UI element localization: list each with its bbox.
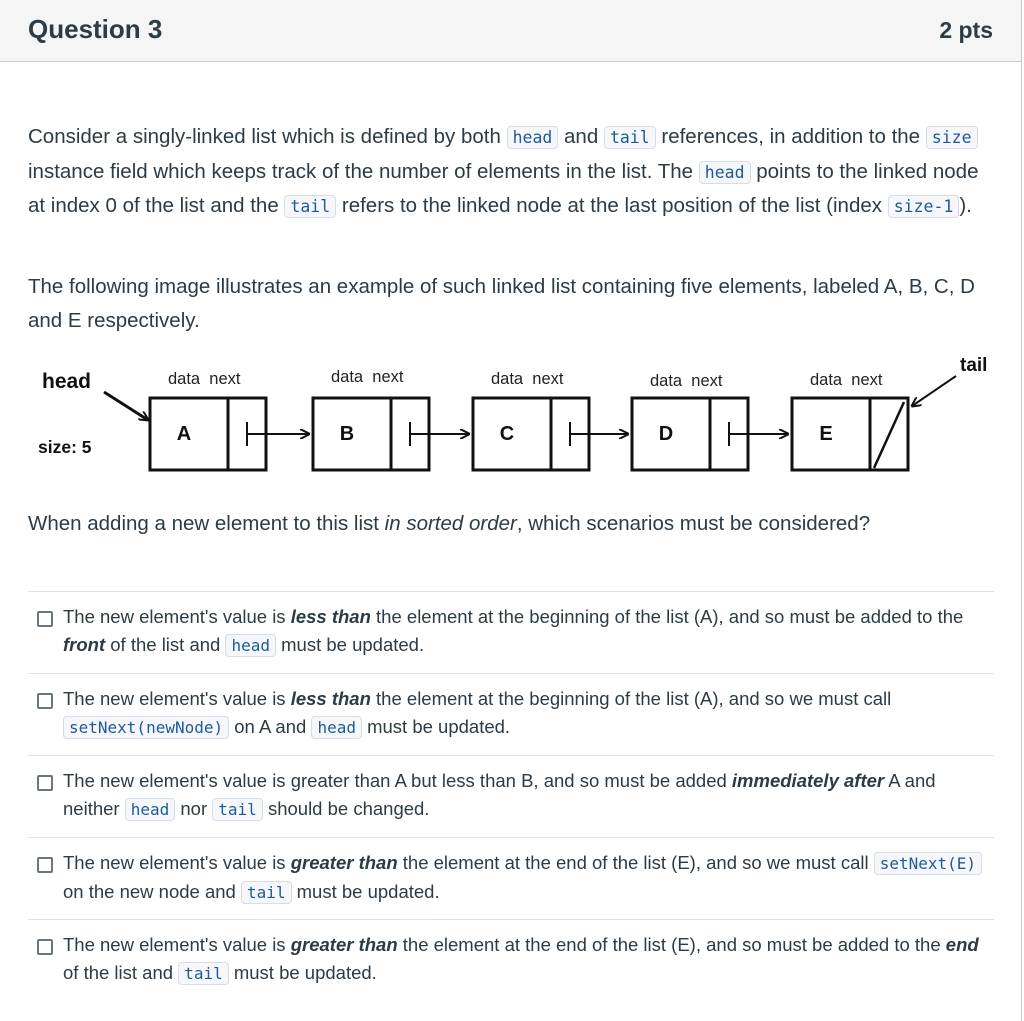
text-run: refers to the linked node at the last position of the list (index: [336, 194, 888, 217]
node-field-labels: [810, 371, 882, 390]
answer-option-1[interactable]: [28, 591, 994, 673]
data-field-label: data: [650, 372, 683, 390]
code-head: head: [225, 634, 276, 657]
text-run: must be updated.: [228, 962, 377, 983]
next-field-label: next: [851, 371, 883, 389]
text-run: must be updated.: [291, 881, 440, 902]
answer-text[interactable]: [63, 603, 993, 660]
text-run: and: [558, 125, 604, 148]
answer-checkbox[interactable]: [37, 857, 53, 873]
data-field-label: data: [331, 368, 364, 386]
emphasis-text: less than: [290, 606, 371, 627]
text-run: the element at the end of the list (E), and so we must call: [397, 852, 874, 873]
text-run: on the new node and: [63, 881, 241, 902]
tail-label: tail: [960, 355, 988, 376]
node-value: A: [176, 423, 192, 445]
code-head: head: [699, 161, 751, 184]
node-field-labels: [491, 370, 563, 389]
text-run: of the list and: [105, 634, 226, 655]
emphasis-text: greater than: [290, 852, 398, 873]
code-head: head: [125, 798, 176, 821]
text-run: The new element's value is: [63, 934, 291, 955]
size-label: size: 5: [38, 437, 92, 457]
question-points: 2 pts: [939, 17, 993, 43]
emphasis-text: greater than: [290, 934, 398, 955]
answer-option-2[interactable]: [28, 673, 994, 755]
emphasis-text: in sorted order: [384, 512, 517, 535]
text-run: instance field which keeps track of the number of elements in the list. The: [28, 159, 699, 183]
text-run: must be updated.: [361, 716, 511, 737]
answer-checkbox[interactable]: [37, 611, 53, 627]
emphasis-text: immediately after: [731, 770, 885, 791]
data-field-label: data: [491, 370, 524, 388]
emphasis-text: front: [63, 634, 106, 655]
label-spacer: [842, 371, 851, 389]
code-tail: tail: [212, 798, 263, 821]
answer-list: [28, 591, 994, 1001]
code-tail: tail: [178, 962, 229, 985]
label-spacer: [523, 370, 532, 388]
text-run: The new element's value is: [63, 606, 291, 627]
head-label: head: [42, 370, 92, 393]
code-size: size: [926, 126, 978, 149]
tail-arrow: [912, 376, 956, 406]
linked-list-diagram: [0, 352, 1024, 482]
answer-text[interactable]: [63, 849, 993, 907]
code-size-1: size-1: [888, 195, 960, 218]
text-run: must be updated.: [275, 634, 425, 655]
node-value: D: [658, 423, 674, 445]
node-value: E: [819, 423, 833, 445]
text-run: The new element's value is greater than A but less than B, and so must be added: [63, 770, 732, 791]
answer-text[interactable]: [63, 767, 993, 824]
text-run: points to the linked node at index 0 of the list and the: [28, 159, 979, 217]
text-run: the element at the beginning of the list (A), and so must be added to the: [370, 606, 964, 627]
node-value: B: [339, 423, 355, 445]
next-field-label: next: [532, 370, 564, 388]
answer-option-3[interactable]: [28, 755, 994, 837]
next-field-label: next: [372, 368, 404, 386]
text-run: A and neither: [63, 770, 936, 819]
answer-checkbox[interactable]: [37, 693, 53, 709]
text-run: the element at the beginning of the list (A), and so we must call: [370, 688, 892, 709]
code-head: head: [311, 716, 362, 739]
answer-checkbox[interactable]: [37, 775, 53, 791]
text-run: of the list and: [63, 962, 179, 983]
answer-text[interactable]: [63, 931, 993, 988]
text-run: The new element's value is: [63, 852, 291, 873]
next-field-label: next: [209, 370, 241, 388]
data-field-label: data: [168, 370, 201, 388]
answer-checkbox[interactable]: [37, 939, 53, 955]
code-tail: tail: [284, 195, 336, 218]
question-image-description: The following image illustrates an example of such linked list containing five elements, labeled A, B, C, D and E respectively.: [28, 275, 975, 332]
emphasis-text: end: [945, 934, 979, 955]
answer-option-4[interactable]: [28, 837, 994, 919]
question-title: Question 3: [28, 14, 163, 44]
text-run: references, in addition to the: [655, 125, 926, 148]
node-field-labels: [168, 370, 240, 389]
content-border: [1021, 62, 1022, 1021]
null-pointer-slash: [874, 402, 904, 468]
text-run: the element at the end of the list (E), and so must be added to the: [397, 934, 946, 955]
node-field-labels: [650, 372, 722, 391]
code-head: head: [507, 126, 559, 149]
answer-text[interactable]: [63, 685, 993, 742]
code-setnext-e-: setNext(E): [874, 852, 982, 875]
next-field-label: next: [691, 372, 723, 390]
code-setnext-newnode-: setNext(newNode): [63, 716, 229, 739]
question-header: [0, 0, 1022, 62]
node-field-labels: [331, 368, 403, 387]
code-tail: tail: [604, 126, 656, 149]
node-value: C: [499, 423, 515, 445]
text-run: When adding a new element to this list: [28, 512, 385, 535]
text-run: , which scenarios must be considered?: [516, 512, 871, 535]
text-run: nor: [175, 798, 213, 819]
label-spacer: [682, 372, 691, 390]
text-run: on A and: [229, 716, 312, 737]
head-arrow: [104, 392, 148, 420]
text-run: ).: [959, 194, 972, 217]
text-run: The new element's value is: [63, 688, 291, 709]
question-intro: [28, 120, 998, 224]
code-tail: tail: [241, 881, 292, 904]
data-field-label: data: [810, 371, 843, 389]
question-prompt: [28, 507, 998, 541]
answer-option-5[interactable]: [28, 919, 994, 1001]
label-spacer: [363, 368, 372, 386]
text-run: Consider a singly-linked list which is defined by both: [28, 125, 507, 148]
text-run: should be changed.: [262, 798, 430, 819]
label-spacer: [200, 370, 209, 388]
emphasis-text: less than: [290, 688, 371, 709]
